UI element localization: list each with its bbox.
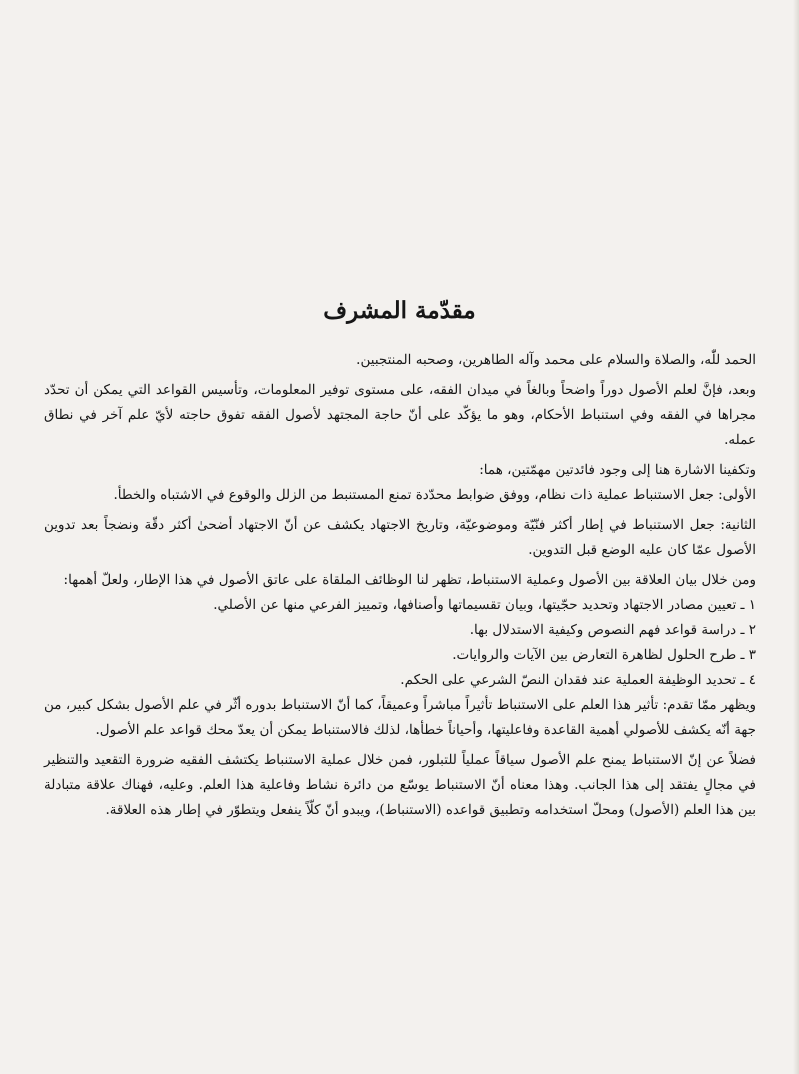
paragraph-mutual-relation: فضلاً عن إنّ الاستنباط يمنح علم الأصول سياقاً عملياً للتبلور، فمن خلال عملية الاستنباط يكتشف الفقيه ضرورة التقعيد والتنظير في مجالٍ يفتقد إلى هذا الجانب. وهذا معناه أنّ الاستنباط يوسّع من دائرة نشاط وفاعلية هذا العلم. وعليه، فهناك علاقة متبادلة بين هذا العلم (الأصول) ومحلّ استخدامه وتطبيق قواعده (الاستنباط)، ويبدو أنّ كلّاً ينفعل ويتطوّر في إطار هذه العلاقة. [44, 752, 756, 818]
list-item-3: ٣ ـ طرح الحلول لظاهرة التعارض بين الآيات والروايات. [452, 647, 756, 663]
paragraph-introduction: وبعد، فإنَّ لعلم الأصول دوراً واضحاً وبالغاً في ميدان الفقه، على مستوى توفير المعلومات، وتأسيس القواعد التي يمكن أن تحدّد مجراها في الفقه وفي استنباط الأحكام، وهو ما يؤكّد على أنّ حاجة المجتهد لأصول الفقه تفوق حاجته لأيّ علم آخر في نطاق عمله. [44, 382, 756, 448]
paragraph-praise: الحمد للّٰه، والصلاة والسلام على محمد وآله الطاهرين، وصحبه المنتجبين. [356, 352, 756, 368]
page-title: مقدّمة المشرف [323, 297, 476, 325]
list-item-2: ٢ ـ دراسة قواعد فهم النصوص وكيفية الاستدلال بها. [469, 622, 756, 638]
paragraph-two-benefits: وتكفينا الاشارة هنا إلى وجود فائدتين مهمّتين، هما: [479, 462, 756, 478]
paragraph-influence: ويظهر ممّا تقدم: تأثير هذا العلم على الاستنباط تأثيراً مباشراً وعميقاً، كما أنّ الاستنباط بدوره أثّر في علم الأصول بشكل كبير، من جهة أنّه يكشف للأصولي أهمية القاعدة وفاعليتها، وأحياناً خطأها، لذلك فالاستنباط يمكن أن يعدّ محك قواعد علم الأصول. [44, 697, 756, 738]
document-body [44, 348, 756, 823]
paragraph-second-benefit: الثانية: جعل الاستنباط في إطار أكثر فنّيّة وموضوعيّة، وتاريخ الاجتهاد يكشف عن أنّ الاجتهاد أضحىٰ أكثر دقّة ونضجاً بعد تدوين الأصول عمّا كان عليه الوضع قبل التدوين. [44, 517, 756, 558]
page-edge-shadow [793, 0, 799, 1074]
paragraph-first-benefit: الأولى: جعل الاستنباط عملية ذات نظام، ووفق ضوابط محدّدة تمنع المستنبط من الزلل والوقوع في الاشتباه والخطأ. [113, 487, 756, 503]
list-item-4: ٤ ـ تحديد الوظيفة العملية عند فقدان النصّ الشرعي على الحكم. [400, 672, 756, 688]
paragraph-functions-intro: ومن خلال بيان العلاقة بين الأصول وعملية الاستنباط، تظهر لنا الوظائف الملقاة على عاتق الأصول في هذا الإطار، ولعلّ أهمها: [63, 572, 756, 588]
list-item-1: ١ ـ تعيين مصادر الاجتهاد وتحديد حجّيتها، وبيان تقسيماتها وأصنافها، وتمييز الفرعي منها عن الأصلي. [213, 597, 756, 613]
